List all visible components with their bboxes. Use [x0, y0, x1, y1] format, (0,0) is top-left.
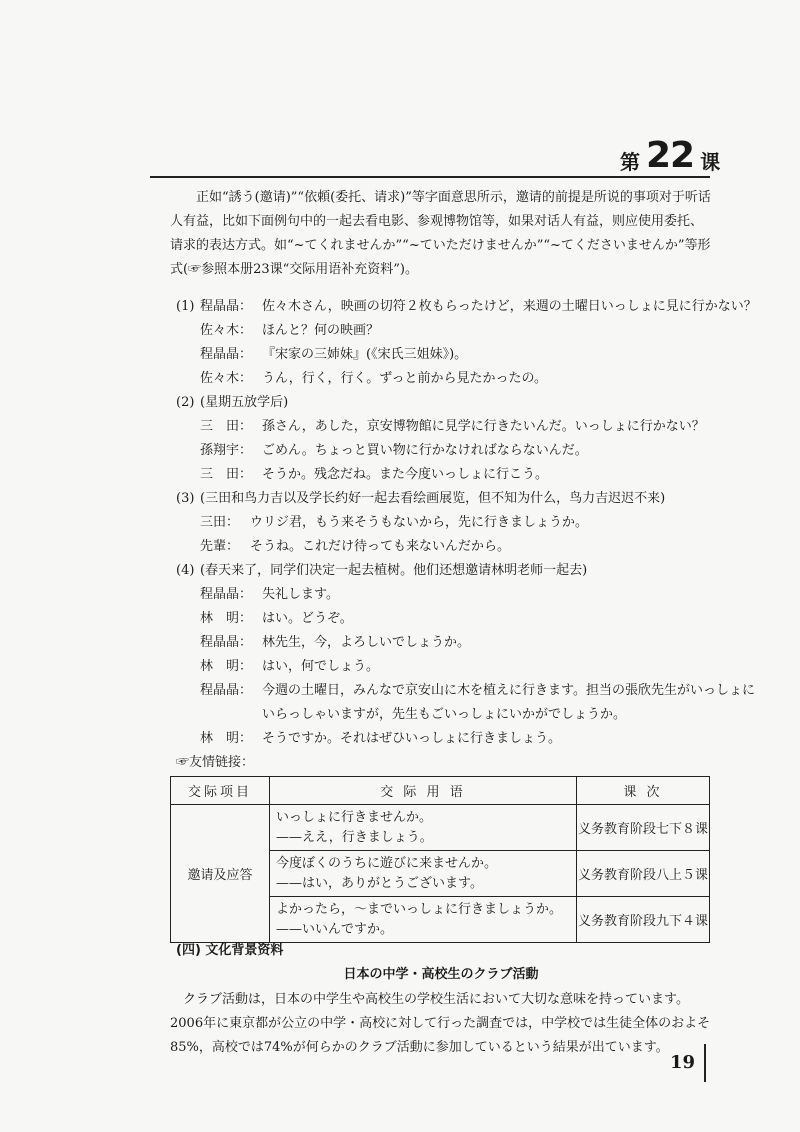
dialogue-line: うん，行く，行く。ずっと前から見たかったの。	[262, 371, 547, 386]
table-header: 交 际 用 语	[270, 777, 577, 805]
dialogue-speaker: 林 明：	[200, 659, 253, 674]
dialogue-line: ウリジ君，もう来そうもないから，先に行きましょうか。	[250, 515, 589, 530]
lesson-cell: 义务教育阶段七下８课	[577, 805, 710, 851]
dialogue-speaker: 林 明：	[200, 731, 253, 746]
section-heading: (四) 文化背景资料	[176, 943, 284, 958]
dialogue-line: はい。どうぞ。	[262, 611, 353, 626]
dialogue-number: (4)	[176, 563, 195, 578]
links-label: ☞友情链接：	[176, 755, 255, 770]
response-line: ——ええ，行きましょう。	[276, 829, 433, 845]
lesson-prefix: 第	[620, 150, 640, 174]
dialogue-speaker: 三田：	[200, 515, 240, 530]
dialogue-speaker: 林 明：	[200, 611, 253, 626]
page-number-bar	[704, 1044, 706, 1082]
dialogue-context: (三田和鸟力吉以及学长约好一起去看绘画展览，但不知为什么，鸟力吉迟迟不来)	[200, 491, 666, 506]
header-rule	[150, 176, 710, 178]
dialogue-line: いらっしゃいますが，先生もごいっしょにいかがでしょうか。	[262, 707, 627, 722]
dialogue-speaker: 程晶晶：	[200, 587, 253, 602]
dialogue-number: (1)	[176, 299, 195, 314]
response-line: ——はい，ありがとうございます。	[276, 875, 483, 891]
response-line: ——いいんですか。	[276, 921, 394, 937]
dialogue-number: (3)	[176, 491, 195, 506]
dialogue-number: (2)	[176, 395, 195, 410]
table-row	[171, 805, 710, 851]
dialogue-line: はい，何でしょう。	[262, 659, 380, 674]
dialogue-speaker: 三 田：	[200, 419, 253, 434]
table-header: 课 次	[577, 777, 710, 805]
article-paragraph: クラブ活動は，日本の中学生や高校生の学校生活において大切な意味を持っています。2006年に東京都が公立の中学・高校に対して行った調査では，中学校では生徒全体のおよそ85%，高校では74%が何らかのクラブ活動に参加しているという結果が出ています。	[170, 992, 711, 1055]
links-table	[170, 776, 710, 943]
dialogue-line: そうか。残念だね。また今度いっしょに行こう。	[262, 467, 549, 482]
expression-line: 今度ぼくのうちに遊びに来ませんか。	[276, 855, 498, 871]
lesson-cell: 义务教育阶段八上５课	[577, 851, 710, 897]
dialogue-line: 佐々木さん，映画の切符２枚もらったけど，来週の土曜日いっしょに見に行かない？	[262, 299, 757, 314]
dialogue-speaker: 佐々木：	[200, 323, 253, 338]
dialogue-line: 林先生，今，よろしいでしょうか。	[262, 635, 471, 650]
dialogue-line: ごめん。ちょっと買い物に行かなければならないんだ。	[262, 443, 588, 458]
dialogue-line: 今週の土曜日，みんなで京安山に木を植えに行きます。担当の張欣先生がいっしょに	[262, 683, 755, 698]
dialogue-speaker: 程晶晶：	[200, 347, 253, 362]
intro-paragraph: 正如“誘う(邀请)”“依頼(委托、请求)”等字面意思所示，邀请的前提是所说的事项对于听话人有益，比如下面例句中的一起去看电影、参观博物馆等，如果对话人有益，则应使用委托、请求的表达方式。如“~てくれませんか”“~ていただけませんか”“~てくださいませんか”等形式(☞参照本册23课“交际用语补充资料”)。	[170, 190, 711, 277]
article-title: 日本の中学・高校生のクラブ活動	[343, 967, 539, 982]
dialogue-line: 失礼します。	[262, 587, 339, 602]
lesson-cell: 义务教育阶段九下４课	[577, 897, 710, 943]
dialogue-speaker: 程晶晶：	[200, 635, 253, 650]
category-cell: 邀请及应答	[171, 805, 270, 943]
dialogue-speaker: 孫翔宇：	[200, 443, 253, 458]
lesson-header	[620, 135, 721, 176]
dialogue-line: そうね。これだけ待っても来ないんだから。	[250, 539, 511, 554]
dialogue-speaker: 先輩：	[200, 539, 240, 554]
dialogue-line: ほんと？何の映画？	[262, 323, 380, 338]
dialogue-speaker: 程晶晶：	[200, 683, 253, 698]
table-header-row	[171, 777, 710, 805]
dialogue-context: (春天来了，同学们决定一起去植树。他们还想邀请林明老师一起去)	[200, 563, 588, 578]
dialogue-line: そうですか。それはぜひいっしょに行きましょう。	[262, 731, 562, 746]
dialogue-context: (星期五放学后)	[200, 395, 289, 410]
dialogue-speaker: 三 田：	[200, 467, 253, 482]
page-number: 19	[670, 1052, 696, 1073]
lesson-number: 22	[646, 135, 695, 176]
expression-line: いっしょに行きませんか。	[276, 809, 433, 825]
table-header: 交际项目	[171, 777, 270, 805]
expression-line: よかったら，～までいっしょに行きましょうか。	[276, 901, 563, 917]
dialogue-line: 『宋家の三姉妹』(《宋氏三姐妹》)。	[262, 347, 468, 362]
dialogue-line: 孫さん，あした，京安博物館に見学に行きたいんだ。いっしょに行かない？	[262, 419, 705, 434]
dialogue-speaker: 程晶晶：	[200, 299, 253, 314]
expression-cell	[270, 897, 577, 943]
expression-cell	[270, 851, 577, 897]
lesson-suffix: 课	[700, 150, 721, 174]
expression-cell	[270, 805, 577, 851]
dialogue-speaker: 佐々木：	[200, 371, 253, 386]
